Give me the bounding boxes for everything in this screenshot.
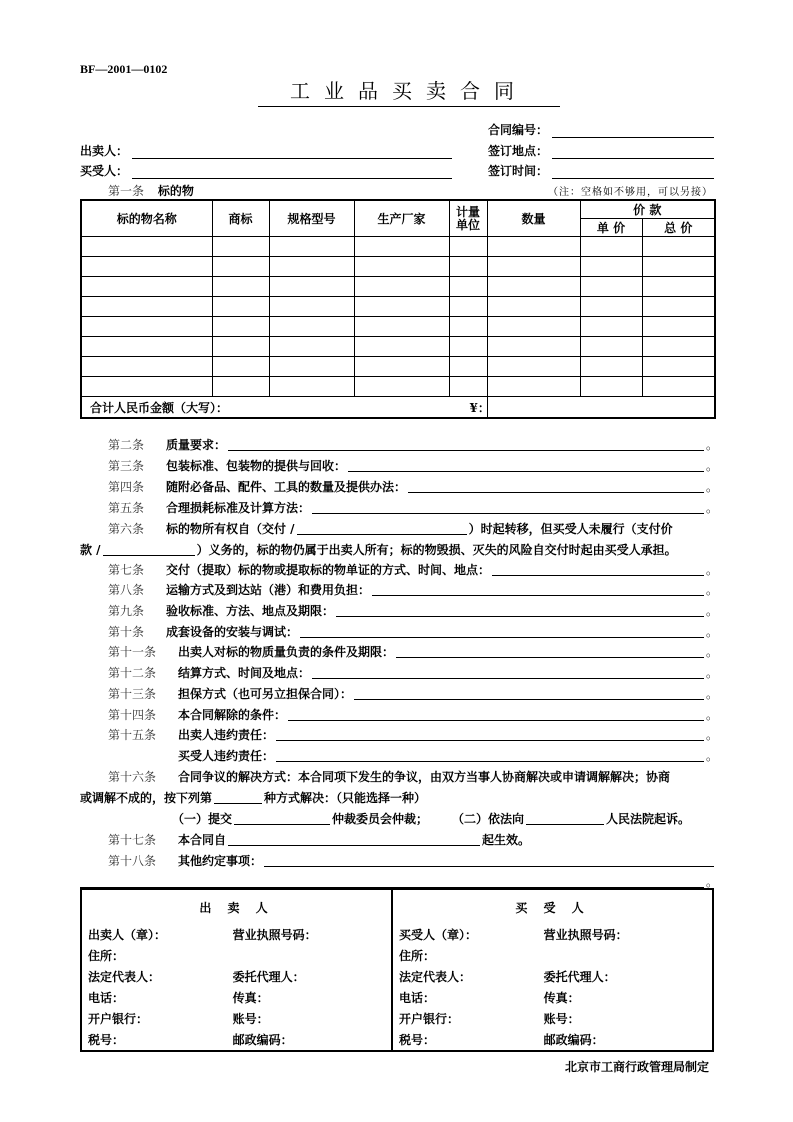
article-text: 包装标准、包装物的提供与回收：	[166, 459, 347, 473]
article16-text-g: 人民法院起诉。	[606, 812, 691, 826]
articles-2-5	[80, 432, 719, 516]
articles-7-15	[80, 557, 719, 764]
article-num: 第三条	[108, 459, 145, 473]
yen-label: ¥：	[469, 400, 490, 415]
article-2[interactable]	[80, 432, 719, 453]
article16-text-d: （一）提交	[172, 812, 233, 826]
period: 。	[706, 645, 719, 660]
seller-license-label: 营业执照号码：	[227, 924, 392, 945]
buyer-bank-label: 开户银行：	[399, 1012, 460, 1026]
period: 。	[706, 666, 719, 681]
period: 。	[706, 438, 719, 452]
article-13[interactable]	[80, 681, 719, 702]
total-amount-label: 合计人民币金额（大写）：	[81, 397, 487, 419]
article-text: 买受人违约责任：	[178, 748, 275, 763]
goods-table	[80, 199, 716, 419]
seller-field[interactable]	[80, 142, 452, 159]
seller-address-label: 住所：	[88, 949, 125, 963]
seller-phone-label: 电话：	[88, 991, 125, 1005]
article-7[interactable]	[80, 557, 719, 578]
article-15-buyer[interactable]	[80, 743, 719, 764]
buyer-tax-label: 税号：	[399, 1033, 436, 1047]
table-row[interactable]	[81, 317, 715, 337]
sign-place-label: 签订地点：	[488, 144, 549, 158]
col-header-unit-price: 单 价	[580, 219, 642, 237]
article-8[interactable]	[80, 578, 719, 599]
article-text: 本合同解除的条件：	[178, 707, 287, 722]
period: 。	[706, 480, 719, 494]
signature-table	[80, 888, 714, 1052]
period: 。	[706, 875, 719, 889]
article-text: 出卖人对标的物质量负责的条件及期限：	[178, 645, 395, 660]
col-header-spec: 规格型号	[269, 200, 354, 237]
article-17[interactable]	[80, 827, 714, 848]
article-num: 第十四条	[108, 707, 157, 722]
buyer-legal-rep-label: 法定代表人：	[399, 970, 472, 984]
period: 。	[706, 707, 719, 722]
buyer-address-label: 住所：	[399, 949, 436, 963]
article-num: 第十三条	[108, 686, 157, 701]
period: 。	[706, 748, 719, 763]
seller-bank-label: 开户银行：	[88, 1012, 149, 1026]
article-text: 验收标准、方法、地点及期限：	[166, 604, 335, 619]
article-6[interactable]	[80, 516, 714, 558]
table-row[interactable]	[81, 357, 715, 377]
article1-label: 标的物	[157, 184, 194, 198]
buyer-label: 买受人：	[80, 164, 129, 178]
article-11[interactable]	[80, 640, 719, 661]
col-header-brand: 商标	[212, 200, 269, 237]
seller-agent-label: 委托代理人：	[227, 966, 392, 987]
article-num: 第六条	[108, 522, 145, 536]
article-text: 交付（提取）标的物或提取标的物单证的方式、时间、地点：	[166, 562, 491, 577]
col-header-unit: 计量单位	[449, 200, 487, 237]
article-18[interactable]	[80, 848, 719, 890]
sign-row[interactable]	[81, 1008, 713, 1029]
period: 。	[706, 686, 719, 701]
article-text: 出卖人违约责任：	[178, 728, 275, 743]
table-row[interactable]	[81, 337, 715, 357]
period: 。	[706, 459, 719, 473]
article-5[interactable]	[80, 495, 719, 516]
total-yen[interactable]	[469, 397, 715, 419]
contract-no-field[interactable]	[488, 121, 714, 138]
buyer-stamp-label: 买受人（章）：	[399, 928, 478, 942]
article-num: 第八条	[108, 583, 145, 598]
article16-text-c: 种方式解决：（只能选择一种）	[264, 791, 427, 805]
article-16[interactable]	[80, 764, 714, 827]
article-num: 第十二条	[108, 666, 157, 681]
article-15-seller[interactable]	[80, 723, 719, 744]
buyer-account-label: 账号：	[543, 1012, 580, 1026]
seller-fax-label: 传真：	[227, 987, 392, 1008]
buyer-section-title: 买 受 人	[515, 900, 590, 915]
page-title: 工业品买卖合同	[258, 78, 560, 107]
article-num: 第十七条	[108, 833, 157, 847]
article-num: 第十一条	[108, 645, 157, 660]
buyer-fax-label: 传真：	[543, 991, 580, 1005]
article16-text-a: 合同争议的解决方式：本合同项下发生的争议，由双方当事人协商解决或申请调解解决；协商	[178, 770, 671, 784]
article-text: 其他约定事项：	[178, 854, 263, 868]
article-num: 第十五条	[108, 728, 157, 743]
seller-account-label: 账号：	[227, 1008, 392, 1029]
article-10[interactable]	[80, 619, 719, 640]
article1-heading	[108, 182, 194, 199]
article-num: 第十六条	[108, 770, 157, 784]
article-text: 合理损耗标准及计算方法：	[166, 501, 311, 515]
col-header-name: 标的物名称	[81, 200, 212, 237]
article-text: 质量要求：	[166, 438, 227, 452]
period: 。	[706, 501, 719, 515]
col-header-maker: 生产厂家	[354, 200, 449, 237]
sign-row[interactable]	[81, 945, 713, 966]
sign-row[interactable]	[81, 987, 713, 1008]
buyer-field[interactable]	[80, 162, 452, 179]
sign-time-field[interactable]	[488, 162, 714, 179]
article16-text-e: 仲裁委员会仲裁；	[332, 812, 429, 826]
period: 。	[706, 562, 719, 577]
buyer-license-label: 营业执照号码：	[543, 928, 628, 942]
article-num: 第五条	[108, 501, 145, 515]
col-header-price: 价 款	[580, 200, 715, 219]
article6-text-d: ）义务的，标的物仍属于出卖人所有；标的物毁损、灭失的风险自交付时起由买受人承担。	[196, 543, 677, 557]
article-text: 成套设备的安装与调试：	[166, 624, 299, 639]
seller-section-title: 出 卖 人	[81, 889, 392, 924]
period: 。	[706, 604, 719, 619]
article-num: 第七条	[108, 562, 145, 577]
table-row[interactable]	[81, 257, 715, 277]
seller-postcode-label: 邮政编码：	[227, 1029, 392, 1051]
col-header-quantity: 数量	[487, 200, 580, 237]
article6-text-a: 标的物所有权自（交付 /	[166, 522, 295, 536]
article6-text-b: ）时起转移，但买受人未履行（支付价	[468, 522, 673, 536]
sign-row[interactable]	[81, 1029, 713, 1051]
article1-num: 第一条	[108, 184, 145, 198]
article-3[interactable]	[80, 453, 719, 474]
article-12[interactable]	[80, 660, 719, 681]
article-num: 第十八条	[108, 854, 157, 868]
seller-label: 出卖人：	[80, 144, 129, 158]
article-4[interactable]	[80, 474, 719, 495]
sign-row[interactable]	[81, 966, 713, 987]
sign-time-label: 签订时间：	[488, 164, 549, 178]
article6-text-c: 款 /	[80, 543, 101, 557]
seller-legal-rep-label: 法定代表人：	[88, 970, 161, 984]
article16-text-f: （二）依法向	[452, 812, 525, 826]
article16-text-b: 或调解不成的，按下列第	[80, 791, 213, 805]
period: 。	[706, 728, 719, 743]
seller-tax-label: 税号：	[88, 1033, 125, 1047]
table-row[interactable]	[81, 237, 715, 257]
buyer-postcode-label: 邮政编码：	[543, 1033, 604, 1047]
period: 。	[706, 583, 719, 598]
period: 。	[706, 624, 719, 639]
table-row[interactable]	[81, 297, 715, 317]
article-text: 随附必备品、配件、工具的数量及提供办法：	[166, 480, 407, 494]
article-num: 第二条	[108, 438, 145, 452]
form-code: BF—2001—0102	[80, 62, 168, 76]
article-text: 担保方式（也可另立担保合同）：	[178, 686, 353, 701]
article-text: 运输方式及到达站（港）和费用负担：	[166, 583, 371, 598]
article-num: 第十条	[108, 624, 145, 639]
seller-stamp-label: 出卖人（章）：	[88, 928, 167, 942]
issuer-footer: 北京市工商行政管理局制定	[564, 1060, 709, 1074]
article17-text-a: 本合同自	[178, 833, 227, 847]
contract-no-label: 合同编号：	[488, 123, 549, 137]
article-text: 结算方式、时间及地点：	[178, 666, 311, 681]
article-num: 第四条	[108, 480, 145, 494]
buyer-phone-label: 电话：	[399, 991, 436, 1005]
table-row[interactable]	[81, 377, 715, 397]
article17-text-b: 起生效。	[482, 833, 531, 847]
buyer-agent-label: 委托代理人：	[543, 970, 616, 984]
article1-note: （注：空格如不够用，可以另接）	[548, 187, 713, 198]
col-header-total-price: 总 价	[642, 219, 715, 237]
sign-place-field[interactable]	[488, 142, 714, 159]
sign-row[interactable]	[81, 924, 713, 945]
table-row[interactable]	[81, 277, 715, 297]
article-9[interactable]	[80, 598, 719, 619]
article-num: 第九条	[108, 604, 145, 619]
article-14[interactable]	[80, 702, 719, 723]
